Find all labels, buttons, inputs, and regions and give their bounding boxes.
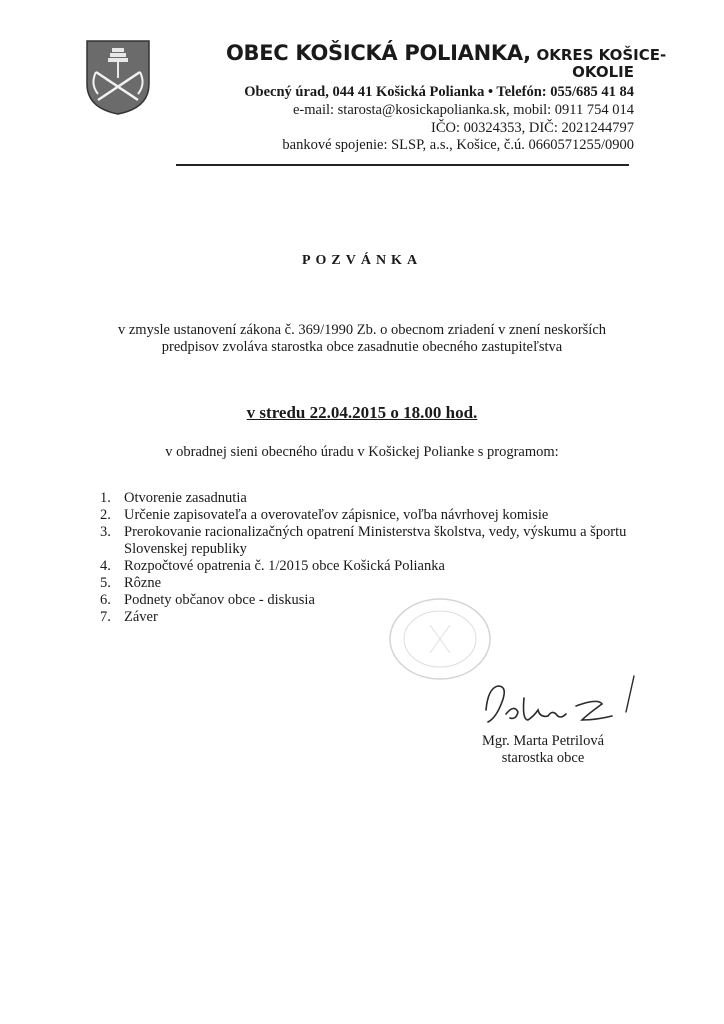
agenda-item-text: Určenie zapisovateľa a overovateľov zápisnice, voľba návrhovej komisie [124, 507, 549, 523]
org-district: OKRES KOŠICE- [536, 46, 667, 64]
agenda-item [100, 609, 660, 626]
agenda-item-number: 7. [100, 609, 111, 625]
meeting-place: v obradnej sieni obecného úradu v Košickej Polianke s programom: [165, 444, 559, 460]
coat-of-arms-icon [84, 38, 152, 116]
meeting-date: v stredu 22.04.2015 o 18.00 hod. [246, 403, 478, 422]
bank-account-line: bankové spojenie: SLSP, a.s., Košice, č.ú. 0660571255/0900 [282, 137, 634, 153]
signer-role: starostka obce [501, 750, 585, 766]
agenda-item-number: 3. [100, 524, 111, 540]
email-mobile-line: e-mail: starosta@kosickapolianka.sk, mobil: 0911 754 014 [292, 102, 634, 118]
agenda-item [100, 558, 660, 575]
agenda-item-number: 6. [100, 592, 111, 608]
agenda-item-text: Prerokovanie racionalizačných opatrení Ministerstva školstva, vedy, výskumu a športu Slovenskej republiky [124, 524, 627, 557]
agenda-item [100, 490, 660, 507]
agenda-item [100, 592, 660, 609]
agenda-item-text: Rôzne [124, 575, 162, 591]
intro-text-line-2: predpisov zvoláva starostka obce zasadnutie obecného zastupiteľstva [161, 339, 563, 355]
agenda-item-number: 5. [100, 575, 111, 591]
agenda-item [100, 524, 660, 558]
org-name: OBEC KOŠICKÁ POLIANKA, [226, 41, 531, 65]
agenda-item-number: 1. [100, 490, 111, 506]
org-heading [226, 41, 667, 65]
signer-name: Mgr. Marta Petrilová [481, 733, 605, 749]
org-district-continued: OKOLIE [572, 63, 634, 81]
agenda-item [100, 575, 660, 592]
agenda-item-text: Podnety občanov obce - diskusia [124, 592, 315, 608]
agenda-item-text: Rozpočtové opatrenia č. 1/2015 obce Košická Polianka [124, 558, 445, 574]
signature [478, 670, 653, 735]
agenda-list [100, 490, 660, 626]
agenda-item [100, 507, 660, 524]
office-contact-line: Obecný úrad, 044 41 Košická Polianka • Telefón: 055/685 41 84 [244, 84, 634, 100]
agenda-item-number: 4. [100, 558, 111, 574]
agenda-item-text: Otvorenie zasadnutia [124, 490, 247, 506]
intro-text-line-1: v zmysle ustanovení zákona č. 369/1990 Zb. o obecnom zriadení v znení neskorších [117, 322, 607, 338]
header-divider [176, 164, 629, 166]
agenda-item-text: Záver [124, 609, 158, 625]
agenda-item-number: 2. [100, 507, 111, 523]
document-title: POZVÁNKA [301, 253, 423, 268]
tax-ids-line: IČO: 00324353, DIČ: 2021244797 [431, 120, 634, 136]
